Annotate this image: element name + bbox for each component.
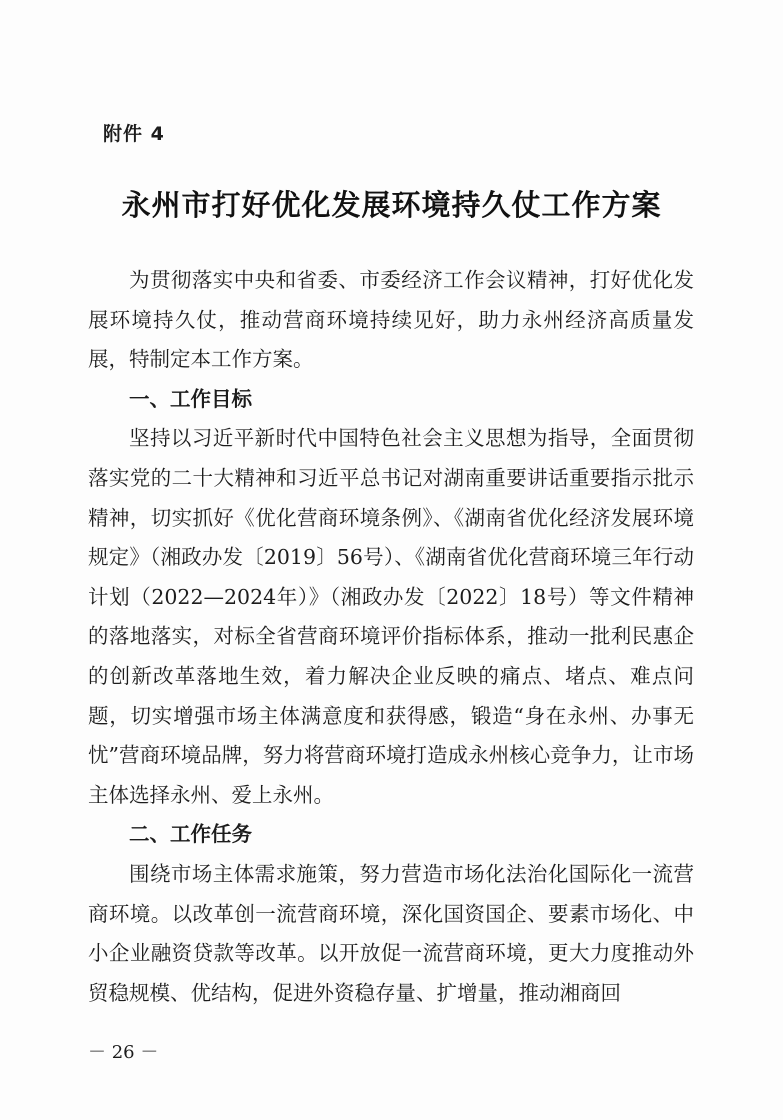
section-body-tasks: 围绕市场主体需求施策，努力营造市场化法治化国际化一流营商环境。以改革创一流营商环境，深化国资国企、要素市场化、中小企业融资贷款等改革。以开放促一流营商环境，更大力度推动外贸稳规模、优结构，促进外资稳存量、扩增量，推动湘商回 [88, 861, 694, 1005]
section-body-goals: 坚持以习近平新时代中国特色社会主义思想为指导，全面贯彻落实党的二十大精神和习近平总书记对湖南重要讲话重要指示批示精神，切实抓好《优化营商环境条例》、《湖南省优化经济发展环境规定》（湘政办发〔2019〕56号）、《湖南省优化营商环境三年行动计划（2022—2024年）》（湘政办发〔2022〕18号）等文件精神的落地落实，对标全省营商环境评价指标体系，推动一批利民惠企的创新改革落地生效，着力解决企业反映的痛点、堵点、难点问题，切实增强市场主体满意度和获得感，锻造“身在永州、办事无忧”营商环境品牌，努力将营商环境打造成永州核心竞争力，让市场主体选择永州、爱上永州。 [88, 426, 694, 807]
page-number: － 26 － [88, 1042, 159, 1063]
section-heading-goals: 一、工作目标 [129, 386, 252, 411]
document-body [88, 261, 694, 1013]
attachment-label: 附件 4 [103, 123, 165, 145]
intro-paragraph: 为贯彻落实中央和省委、市委经济工作会议精神，打好优化发展环境持久仗，推动营商环境持续见好，助力永州经济高质量发展，特制定本工作方案。 [88, 268, 694, 372]
section-heading-tasks: 二、工作任务 [129, 822, 252, 847]
document-title: 永州市打好优化发展环境持久仗工作方案 [121, 188, 662, 222]
